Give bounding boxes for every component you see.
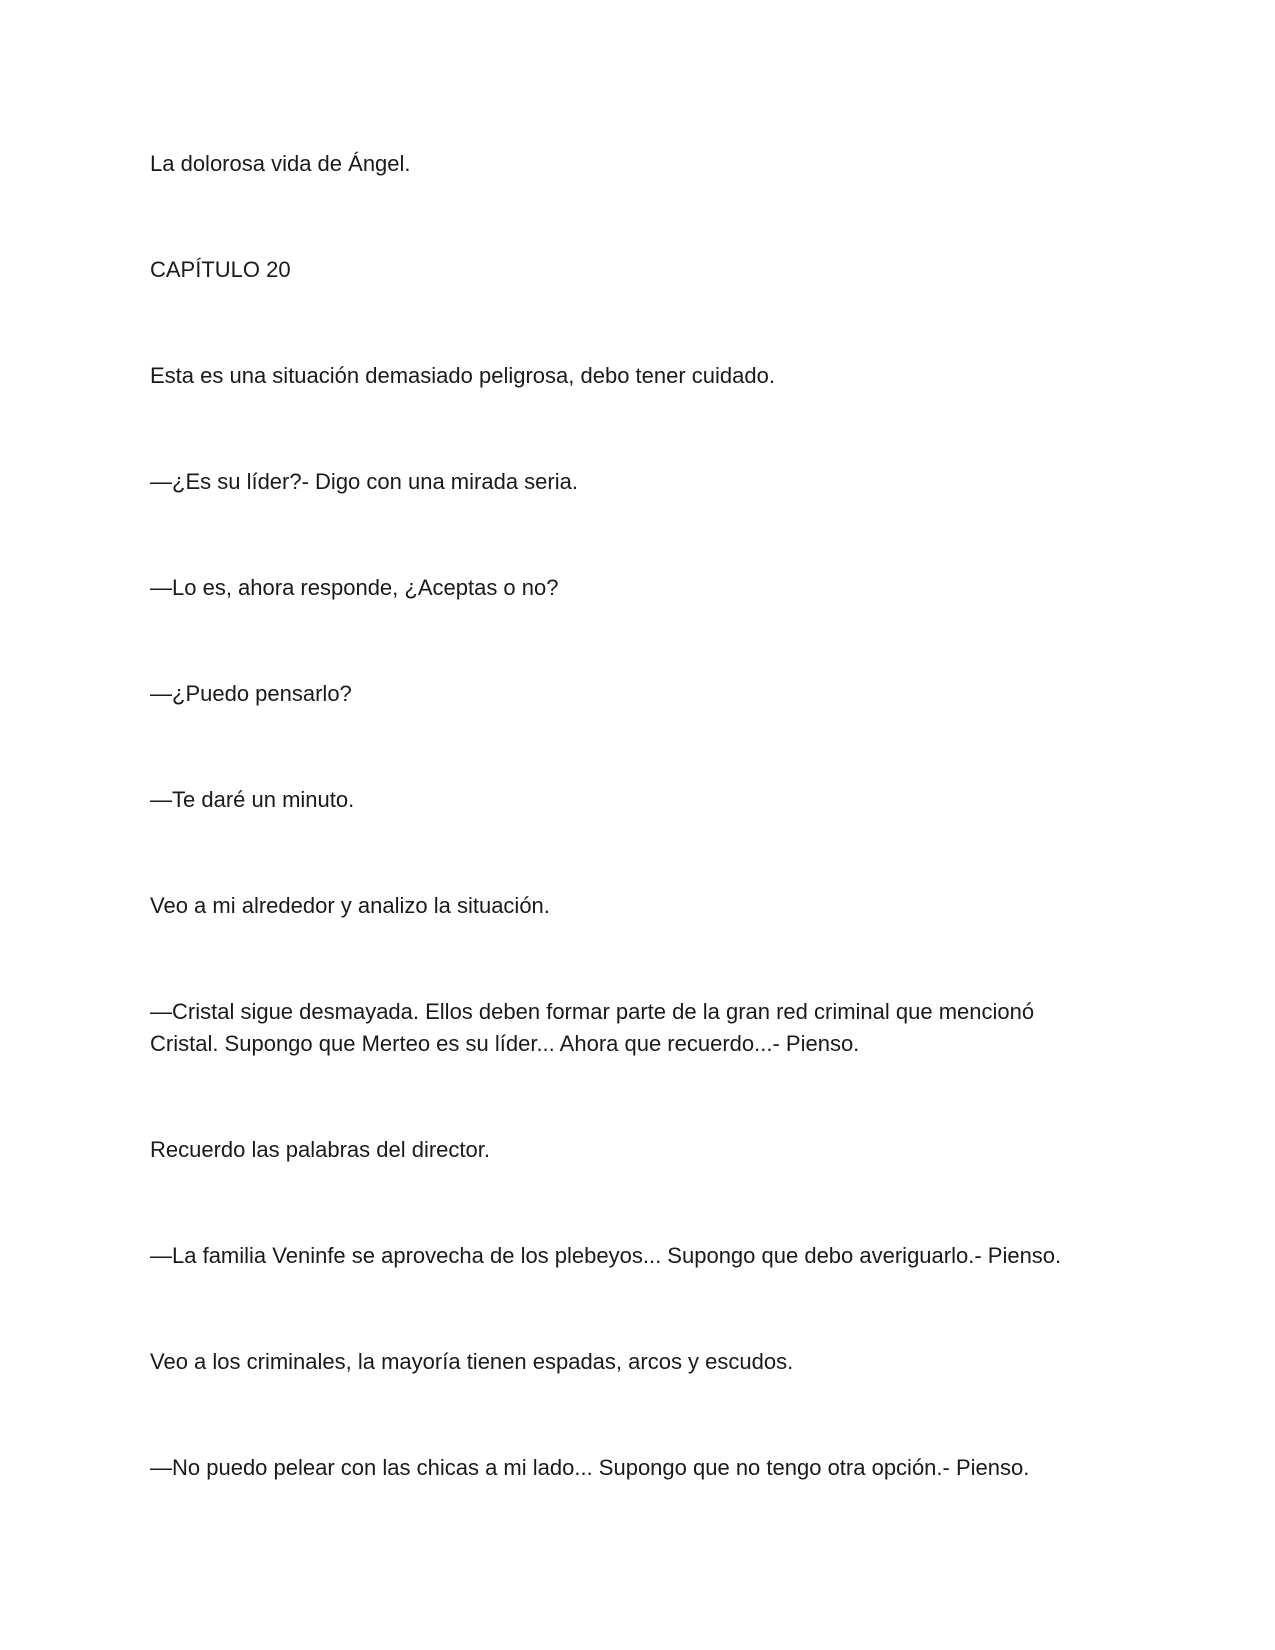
paragraph: Recuerdo las palabras del director.	[150, 1137, 490, 1162]
paragraph: Veo a mi alrededor y analizo la situación.	[150, 893, 550, 918]
document-title: La dolorosa vida de Ángel.	[150, 151, 411, 176]
paragraph: —¿Puedo pensarlo?	[150, 681, 352, 706]
paragraph: —La familia Veninfe se aprovecha de los plebeyos... Supongo que debo averiguarlo.- Pienso.	[150, 1243, 1062, 1268]
chapter-heading: CAPÍTULO 20	[150, 257, 291, 282]
paragraph: Esta es una situación demasiado peligrosa, debo tener cuidado.	[150, 363, 775, 388]
paragraph: Veo a los criminales, la mayoría tienen espadas, arcos y escudos.	[150, 1349, 794, 1374]
paragraph: —No puedo pelear con las chicas a mi lado... Supongo que no tengo otra opción.- Pienso.	[150, 1455, 1030, 1480]
paragraph: —Lo es, ahora responde, ¿Aceptas o no?	[150, 575, 559, 600]
paragraph: —Te daré un minuto.	[150, 787, 355, 812]
paragraph: —Cristal sigue desmayada. Ellos deben formar parte de la gran red criminal que mencionó Cristal. Supongo que Merteo es su líder... Ahora que recuerdo...- Pienso.	[150, 999, 1035, 1056]
paragraph: —¿Es su líder?- Digo con una mirada seria.	[150, 469, 578, 494]
